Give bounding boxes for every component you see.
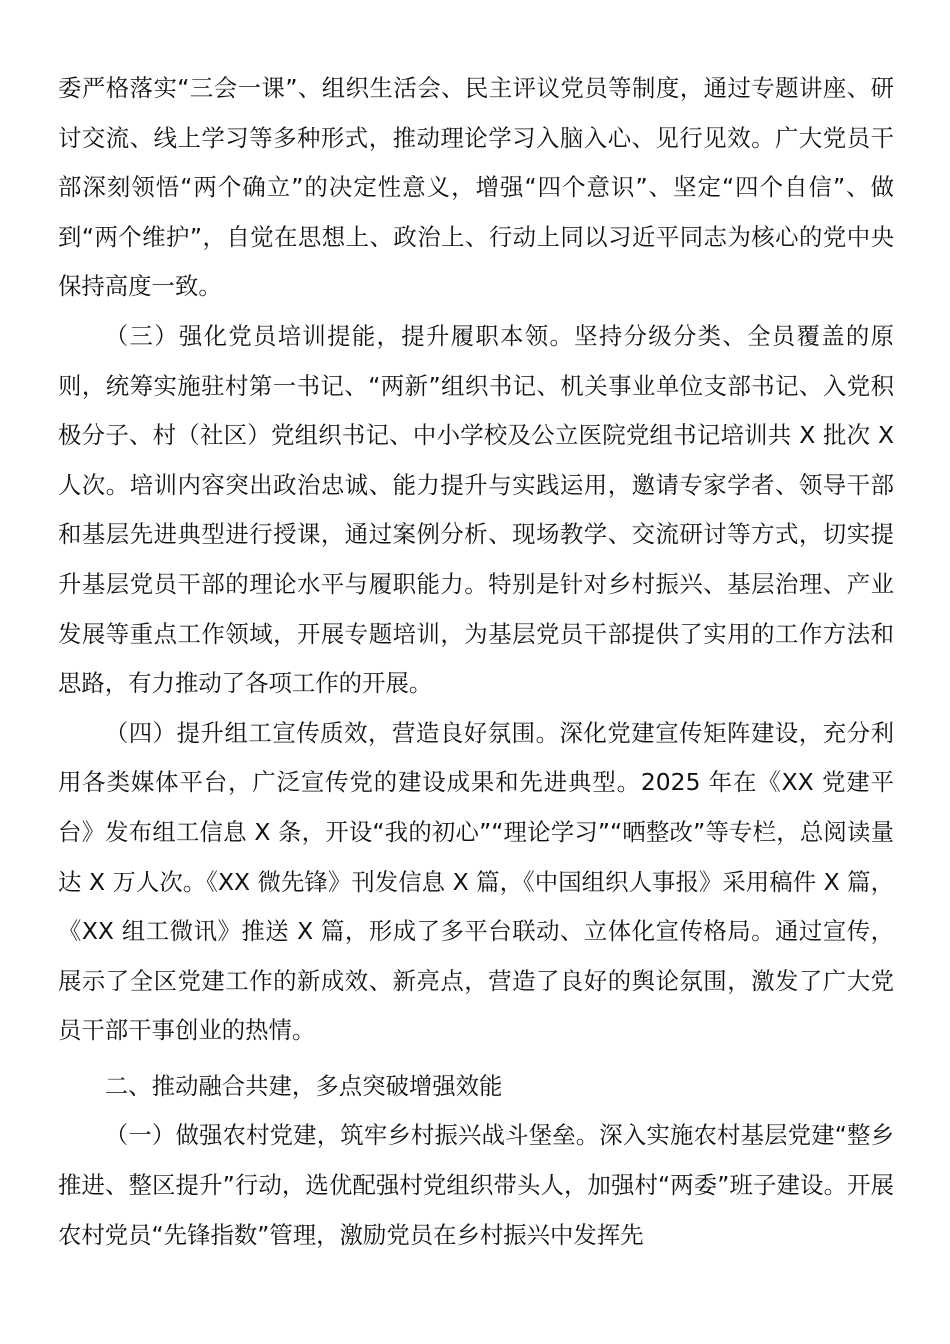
paragraph-publicity: （四）提升组工宣传质效，营造良好氛围。深化党建宣传矩阵建设，充分利用各类媒体平台，广泛宣传党的建设成果和先进典型。2025 年在《XX 党建平台》发布组工信息 X 条，开设“我的初心”“理论学习”“晒整改”等专栏，总阅读量达 X 万人次。《XX 微先锋》刊发信息 X 篇，《中国组织人事报》采用稿件 X 篇，《XX 组工微讯》推送 X 篇，形成了多平台联动、立体化宣传格局。通过宣传，展示了全区党建工作的新成效、新亮点，营造了良好的舆论氛围，激发了广大党员干部干事创业的热情。 [58,718,894,1045]
document-page [58,64,894,1260]
paragraph-training: （三）强化党员培训提能，提升履职本领。坚持分级分类、全员覆盖的原则，统筹实施驻村第一书记、“两新”组织书记、机关事业单位支部书记、入党积极分子、村（社区）党组织书记、中小学校及公立医院党组书记培训共 X 批次 X 人次。培训内容突出政治忠诚、能力提升与实践运用，邀请专家学者、领导干部和基层先进典型进行授课，通过案例分析、现场教学、交流研讨等方式，切实提升基层党员干部的理论水平与履职能力。特别是针对乡村振兴、基层治理、产业发展等重点工作领域，开展专题培训，为基层党员干部提供了实用的工作方法和思路，有力推动了各项工作的开展。 [58,321,894,698]
section-heading-two: 二、推动融合共建，多点突破增强效能 [104,1071,503,1100]
paragraph-rural-party-building: （一）做强农村党建，筑牢乡村振兴战斗堡垒。深入实施农村基层党建“整乡推进、整区提升”行动，选优配强村党组织带头人，加强村“两委”班子建设。开展农村党员“先锋指数”管理，激励党员在乡村振兴中发挥先 [58,1121,894,1249]
paragraph-study-continued: 委严格落实“三会一课”、组织生活会、民主评议党员等制度，通过专题讲座、研讨交流、线上学习等多种形式，推动理论学习入脑入心、见行见效。广大党员干部深刻领悟“两个确立”的决定性意义，增强“四个意识”、坚定“四个自信”、做到“两个维护”，自觉在思想上、政治上、行动上同以习近平同志为核心的党中央保持高度一致。 [58,74,894,301]
